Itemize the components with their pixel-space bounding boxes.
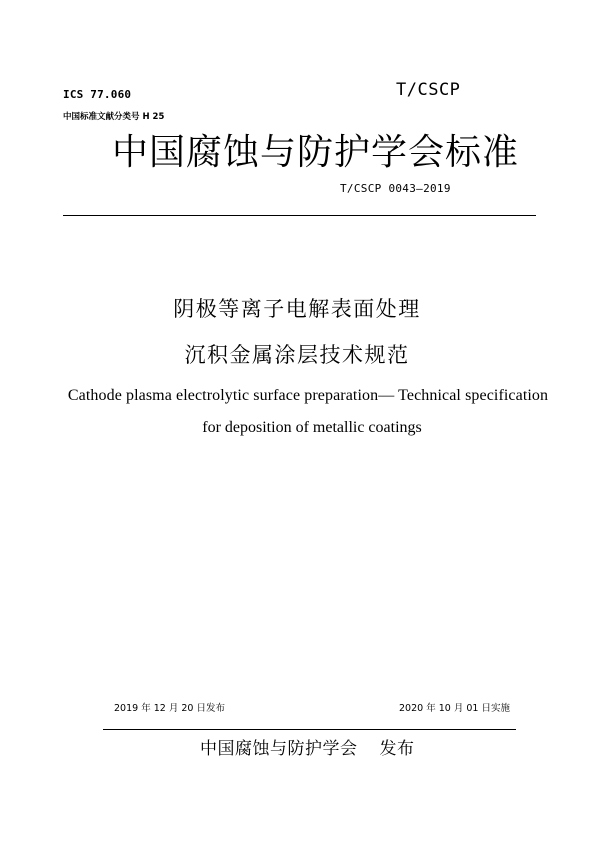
document-classification-code: 中国标准文献分类号 H 25 <box>63 112 165 122</box>
organization-standard-title: 中国腐蚀与防护学会标准 <box>112 132 520 173</box>
issue-date: 2019 年 12 月 20 日发布 <box>114 703 225 714</box>
publisher-line <box>200 734 415 759</box>
publisher-name: 中国腐蚀与防护学会 <box>200 739 358 759</box>
implementation-date: 2020 年 10 月 01 日实施 <box>399 703 510 714</box>
title-chinese-line-2: 沉积金属涂层技术规范 <box>184 343 410 367</box>
standard-number: T/CSCP 0043—2019 <box>340 182 451 195</box>
title-chinese-line-1: 阴极等离子电解表面处理 <box>173 297 421 321</box>
top-divider <box>63 215 536 216</box>
title-english-line-2: for deposition of metallic coatings <box>202 419 422 436</box>
ics-code: ICS 77.060 <box>63 88 132 101</box>
bottom-divider <box>103 729 516 730</box>
standard-series-code: T/CSCP <box>396 80 461 100</box>
publish-label: 发布 <box>379 739 415 759</box>
title-english-line-1: Cathode plasma electrolytic surface preparation— Technical specification <box>67 387 549 404</box>
